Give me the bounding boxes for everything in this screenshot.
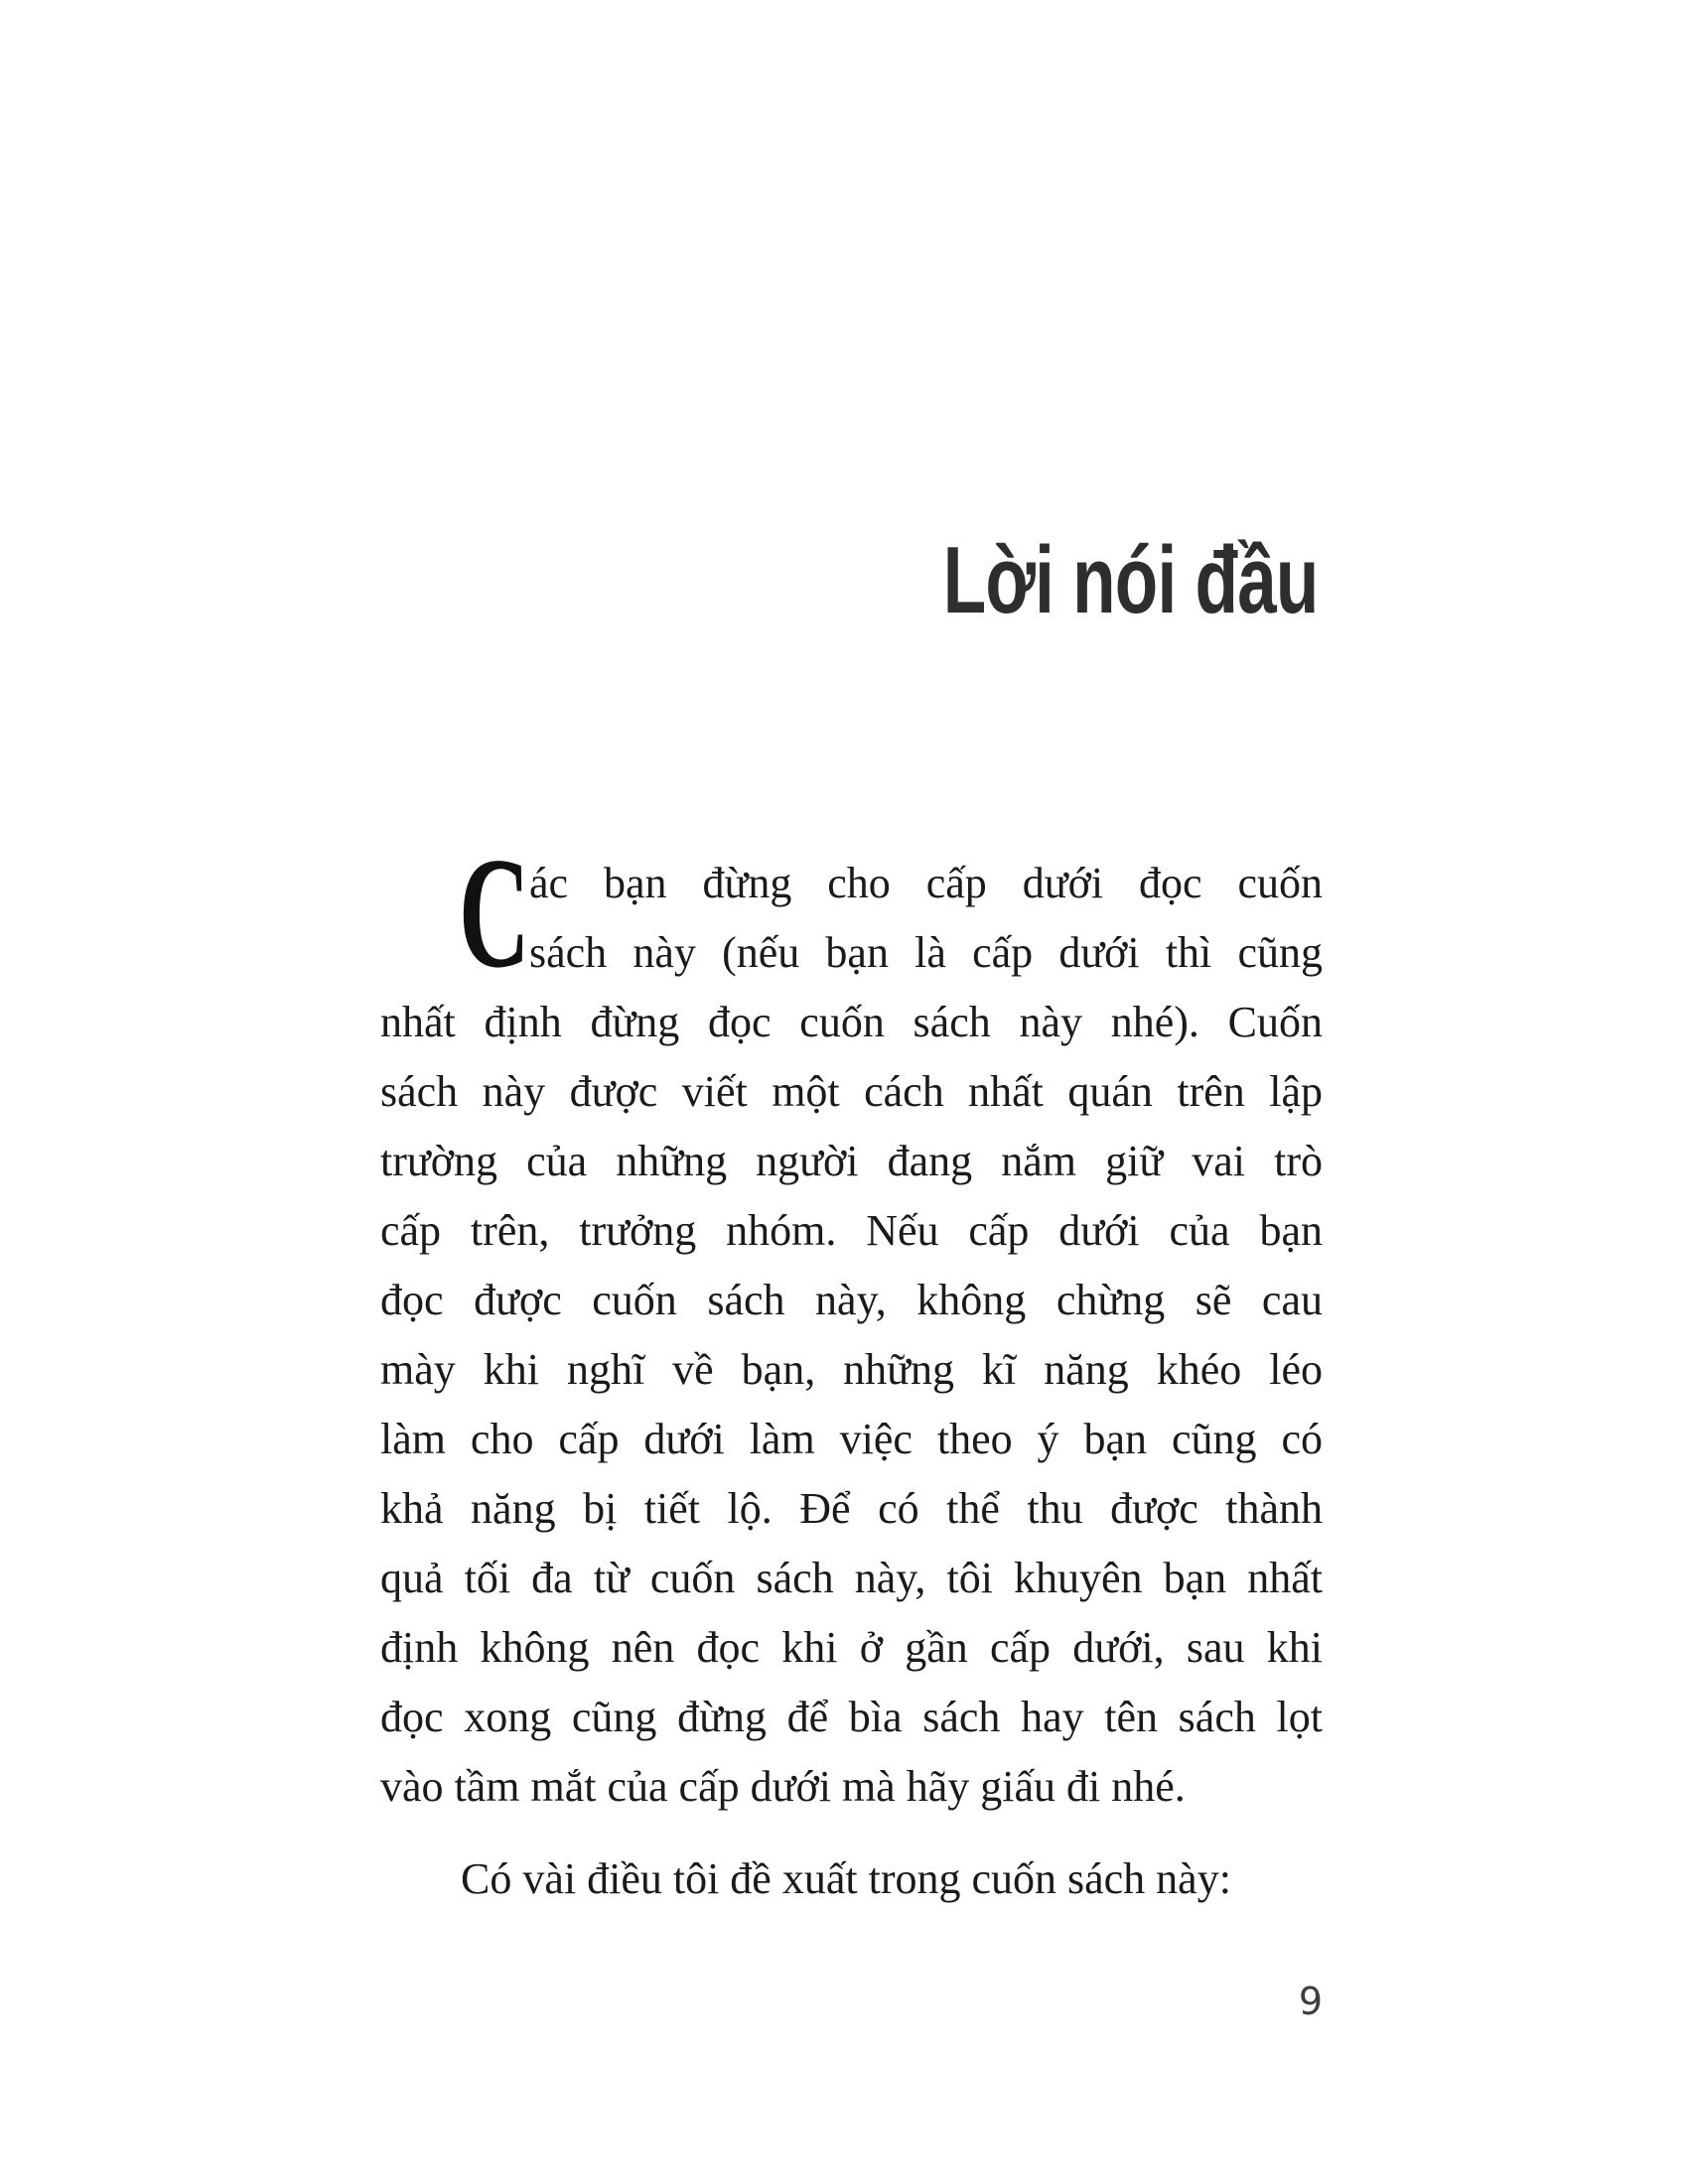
text-line: cấp trên, trưởng nhóm. Nếu cấp dưới của bạn [380, 1206, 1323, 1255]
text-line: định không nên đọc khi ở gần cấp dưới, sau khi [380, 1623, 1323, 1672]
text-line: nhất định đừng đọc cuốn sách này nhé). Cuốn [380, 998, 1323, 1046]
text-line: ác bạn đừng cho cấp dưới đọc cuốn [529, 859, 1323, 907]
text-line: trường của những người đang nắm giữ vai trò [380, 1137, 1323, 1185]
body-text-block [380, 824, 1323, 1914]
text-line: vào tầm mắt của cấp dưới mà hãy giấu đi nhé. [380, 1762, 1186, 1811]
text-line: làm cho cấp dưới làm việc theo ý bạn cũng có [380, 1415, 1323, 1463]
text-line: đọc được cuốn sách này, không chừng sẽ cau [380, 1276, 1323, 1324]
text-line: quả tối đa từ cuốn sách này, tôi khuyên bạn nhất [380, 1554, 1323, 1602]
text-line: sách này (nếu bạn là cấp dưới thì cũng [529, 928, 1323, 977]
drop-cap-letter: C [459, 824, 530, 1001]
text-line: khả năng bị tiết lộ. Để có thể thu được thành [380, 1484, 1323, 1533]
text-line: sách này được viết một cách nhất quán trên lập [380, 1067, 1323, 1116]
text-line: đọc xong cũng đừng để bìa sách hay tên sách lọt [380, 1693, 1323, 1741]
paragraph-intro-list: Có vài điều tôi đề xuất trong cuốn sách này: [461, 1854, 1231, 1903]
text-line: mày khi nghĩ về bạn, những kĩ năng khéo léo [380, 1345, 1323, 1394]
chapter-title: Lời nói đầu [943, 527, 1319, 633]
page-number: 9 [1298, 1979, 1323, 2023]
